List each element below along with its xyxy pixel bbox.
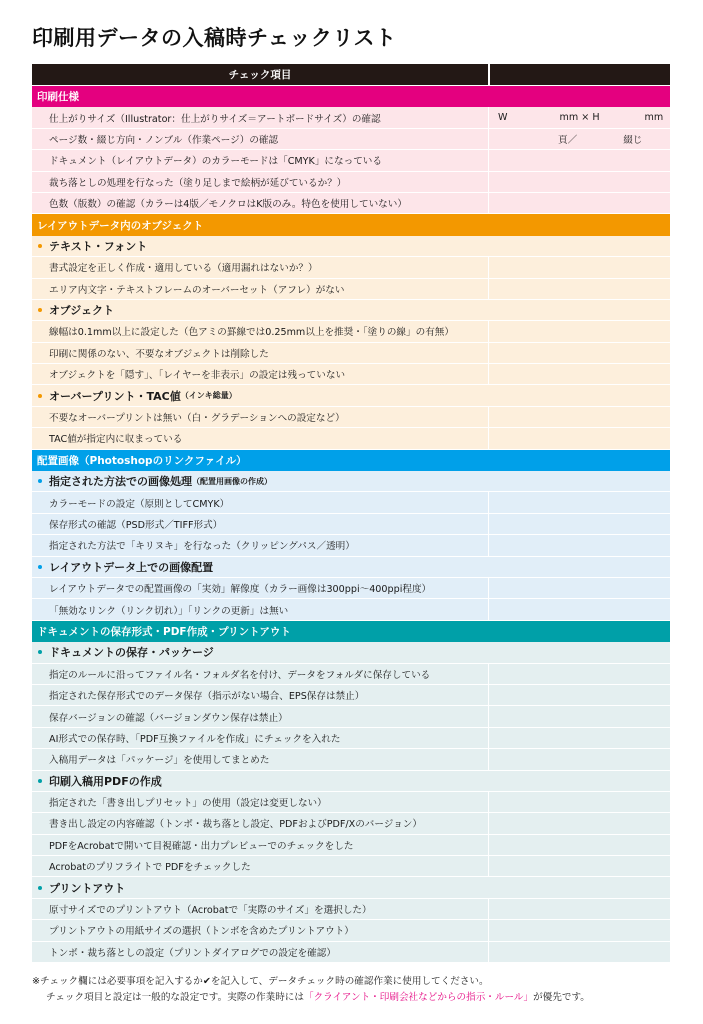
check-cell[interactable] — [488, 172, 670, 192]
table-row — [32, 813, 670, 834]
header-label: チェック項目 — [228, 69, 292, 81]
check-item: 原寸サイズでのプリントアウト（Acrobatで「実際のサイズ」を選択した） — [32, 899, 488, 919]
table-row — [32, 792, 670, 813]
check-cell[interactable] — [488, 407, 670, 427]
check-cell[interactable] — [488, 535, 670, 555]
section-placed-images: 配置画像（Photoshopのリンクファイル） — [32, 450, 670, 471]
table-row — [32, 407, 670, 428]
subsection-pdf-creation — [32, 771, 670, 792]
check-item: 書式設定を正しく作成・適用している（適用漏れはないか？） — [32, 257, 488, 277]
check-item: 指定のルールに沿ってファイル名・フォルダ名を付け、データをフォルダに保存している — [32, 664, 488, 684]
subsection-label: レイアウトデータ上での画像配置 — [49, 560, 214, 574]
check-item: 線幅は0.1mm以上に設定した（色アミの罫線では0.25mm以上を推奨・「塗りの線」の有無） — [32, 321, 488, 341]
section-print-spec: 印刷仕様 — [32, 86, 670, 107]
table-row — [32, 835, 670, 856]
check-item: 保存バージョンの確認（バージョンダウン保存は禁止） — [32, 706, 488, 726]
bullet-icon — [38, 650, 42, 654]
footer-line-1: ※チェック欄には必要事項を記入するか✔を記入して、データチェック時の確認作業に使用してください。 — [32, 976, 489, 987]
check-cell[interactable] — [488, 150, 670, 170]
check-cell[interactable] — [488, 792, 670, 812]
mm-label: mm — [644, 112, 664, 124]
table-row — [32, 856, 670, 877]
table-row — [32, 942, 670, 963]
page-title: 印刷用データの入稿時チェックリスト — [32, 26, 397, 50]
check-item: エリア内文字・テキストフレームのオーバーセット（アフレ）がない — [32, 279, 488, 299]
check-item: AI形式での保存時、「PDF互換ファイルを作成」にチェックを入れた — [32, 728, 488, 748]
footer-line-2-post: が優先です。 — [533, 992, 590, 1003]
table-row — [32, 664, 670, 685]
table-row — [32, 343, 670, 364]
table-row — [32, 899, 670, 920]
subsection-label: 印刷入稿用PDFの作成 — [49, 774, 162, 788]
footer-line-2 — [32, 990, 590, 1006]
binding-label: 綴じ — [623, 134, 643, 146]
check-item: レイアウトデータでの配置画像の「実効」解像度（カラー画像は300ppi～400ppi程度） — [32, 578, 488, 598]
check-item: 「無効なリンク（リンク切れ）」「リンクの更新」は無い — [32, 599, 488, 619]
subsection-overprint-tac — [32, 385, 670, 406]
check-item: 印刷に関係のない、不要なオブジェクトは削除した — [32, 343, 488, 363]
table-row — [32, 706, 670, 727]
table-row — [32, 578, 670, 599]
pages-input-cell[interactable] — [488, 129, 670, 149]
check-cell[interactable] — [488, 813, 670, 833]
check-item: 指定された方法で「キリヌキ」を行なった（クリッピングパス／透明） — [32, 535, 488, 555]
check-cell[interactable] — [488, 321, 670, 341]
check-item: TAC値が指定内に収まっている — [32, 428, 488, 448]
subsection-label: プリントアウト — [49, 881, 126, 895]
width-label: W — [498, 112, 508, 124]
check-item: ドキュメント（レイアウトデータ）のカラーモードは「CMYK」になっている — [32, 150, 488, 170]
table-row — [32, 193, 670, 214]
table-row — [32, 599, 670, 620]
check-cell[interactable] — [488, 343, 670, 363]
footer-line-2-pre: チェック項目と設定は一般的な設定です。実際の作業時には — [46, 992, 304, 1003]
check-cell[interactable] — [488, 920, 670, 940]
check-item: 入稿用データは「パッケージ」を使用してまとめた — [32, 749, 488, 769]
bullet-icon — [38, 394, 42, 398]
mm-times-h-label: mm × H — [559, 112, 600, 124]
check-cell[interactable] — [488, 685, 670, 705]
subsection-note: （インキ総量） — [180, 391, 237, 401]
check-item: 裁ち落としの処理を行なった（塗り足しまで絵柄が延びているか？） — [32, 172, 488, 192]
footer-highlight: 「クライアント・印刷会社などからの指示・ルール」 — [303, 992, 534, 1003]
check-cell[interactable] — [488, 193, 670, 213]
check-cell[interactable] — [488, 514, 670, 534]
check-cell[interactable] — [488, 899, 670, 919]
check-item: 仕上がりサイズ（Illustrator：仕上がりサイズ＝アートボードサイズ）の確認 — [32, 107, 488, 127]
footer-notes — [32, 974, 590, 1006]
check-cell[interactable] — [488, 706, 670, 726]
check-item: オブジェクトを「隠す」、「レイヤーを非表示」の設定は残っていない — [32, 364, 488, 384]
section-layout-objects: レイアウトデータ内のオブジェクト — [32, 214, 670, 235]
check-item: カラーモードの設定（原則としてCMYK） — [32, 492, 488, 512]
subsection-text-font — [32, 236, 670, 257]
section-save-pdf-print: ドキュメントの保存形式・PDF作成・プリントアウト — [32, 621, 670, 642]
bullet-icon — [38, 308, 42, 312]
subsection-label: オーバープリント・TAC値 — [49, 389, 181, 403]
check-cell[interactable] — [488, 257, 670, 277]
table-row — [32, 321, 670, 342]
subsection-label: オブジェクト — [49, 304, 115, 318]
subsection-save-package — [32, 642, 670, 663]
check-item: 書き出し設定の内容確認（トンボ・裁ち落とし設定、PDFおよびPDF/Xのバージョン） — [32, 813, 488, 833]
check-item: 保存形式の確認（PSD形式／TIFF形式） — [32, 514, 488, 534]
table-row — [32, 150, 670, 171]
subsection-label: テキスト・フォント — [49, 239, 148, 253]
check-cell[interactable] — [488, 942, 670, 962]
check-cell[interactable] — [488, 664, 670, 684]
check-item: Acrobatのプリフライトで PDFをチェックした — [32, 856, 488, 876]
subsection-image-processing — [32, 471, 670, 492]
table-row — [32, 920, 670, 941]
subsection-printout — [32, 877, 670, 898]
check-item: 指定された「書き出しプリセット」の使用（設定は変更しない） — [32, 792, 488, 812]
check-item: 不要なオーバープリントは無い（白・グラデーションへの設定など） — [32, 407, 488, 427]
check-item: PDFをAcrobatで開いて目視確認・出力プレビューでのチェックをした — [32, 835, 488, 855]
table-row — [32, 364, 670, 385]
check-cell[interactable] — [488, 279, 670, 299]
check-cell[interactable] — [488, 428, 670, 448]
check-item: ページ数・綴じ方向・ノンブル（作業ページ）の確認 — [32, 129, 488, 149]
header-check-column — [488, 64, 670, 85]
check-cell[interactable] — [488, 728, 670, 748]
table-header — [32, 64, 670, 86]
check-item: 指定された保存形式でのデータ保存（指示がない場合、EPS保存は禁止） — [32, 685, 488, 705]
bullet-icon — [38, 779, 42, 783]
table-row — [32, 172, 670, 193]
bullet-icon — [38, 244, 42, 248]
table-row — [32, 129, 670, 150]
check-item: プリントアウトの用紙サイズの選択（トンボを含めたプリントアウト） — [32, 920, 488, 940]
check-cell[interactable] — [488, 364, 670, 384]
table-row — [32, 492, 670, 513]
bullet-icon — [38, 886, 42, 890]
table-row — [32, 257, 670, 278]
subsection-label: 指定された方法での画像処理 — [49, 475, 192, 489]
bullet-icon — [38, 479, 42, 483]
size-input-cell[interactable] — [488, 107, 670, 127]
subsection-label: ドキュメントの保存・パッケージ — [49, 646, 214, 660]
check-cell[interactable] — [488, 835, 670, 855]
check-item: 色数（版数）の確認（カラーは4版／モノクロはK版のみ。特色を使用していない） — [32, 193, 488, 213]
subsection-object — [32, 300, 670, 321]
table-row — [32, 514, 670, 535]
check-cell[interactable] — [488, 599, 670, 619]
bullet-icon — [38, 565, 42, 569]
checklist-table — [32, 64, 670, 963]
subsection-note: （配置用画像の作成） — [192, 476, 272, 486]
pages-label: 頁／ — [558, 134, 578, 146]
table-row — [32, 107, 670, 128]
check-item: トンボ・裁ち落としの設定（プリントダイアログでの設定を確認） — [32, 942, 488, 962]
check-cell[interactable] — [488, 492, 670, 512]
table-row — [32, 728, 670, 749]
check-cell[interactable] — [488, 578, 670, 598]
table-row — [32, 279, 670, 300]
table-row — [32, 749, 670, 770]
check-cell[interactable] — [488, 749, 670, 769]
check-cell[interactable] — [488, 856, 670, 876]
table-row — [32, 428, 670, 449]
table-row — [32, 685, 670, 706]
subsection-image-placement — [32, 557, 670, 578]
table-row — [32, 535, 670, 556]
